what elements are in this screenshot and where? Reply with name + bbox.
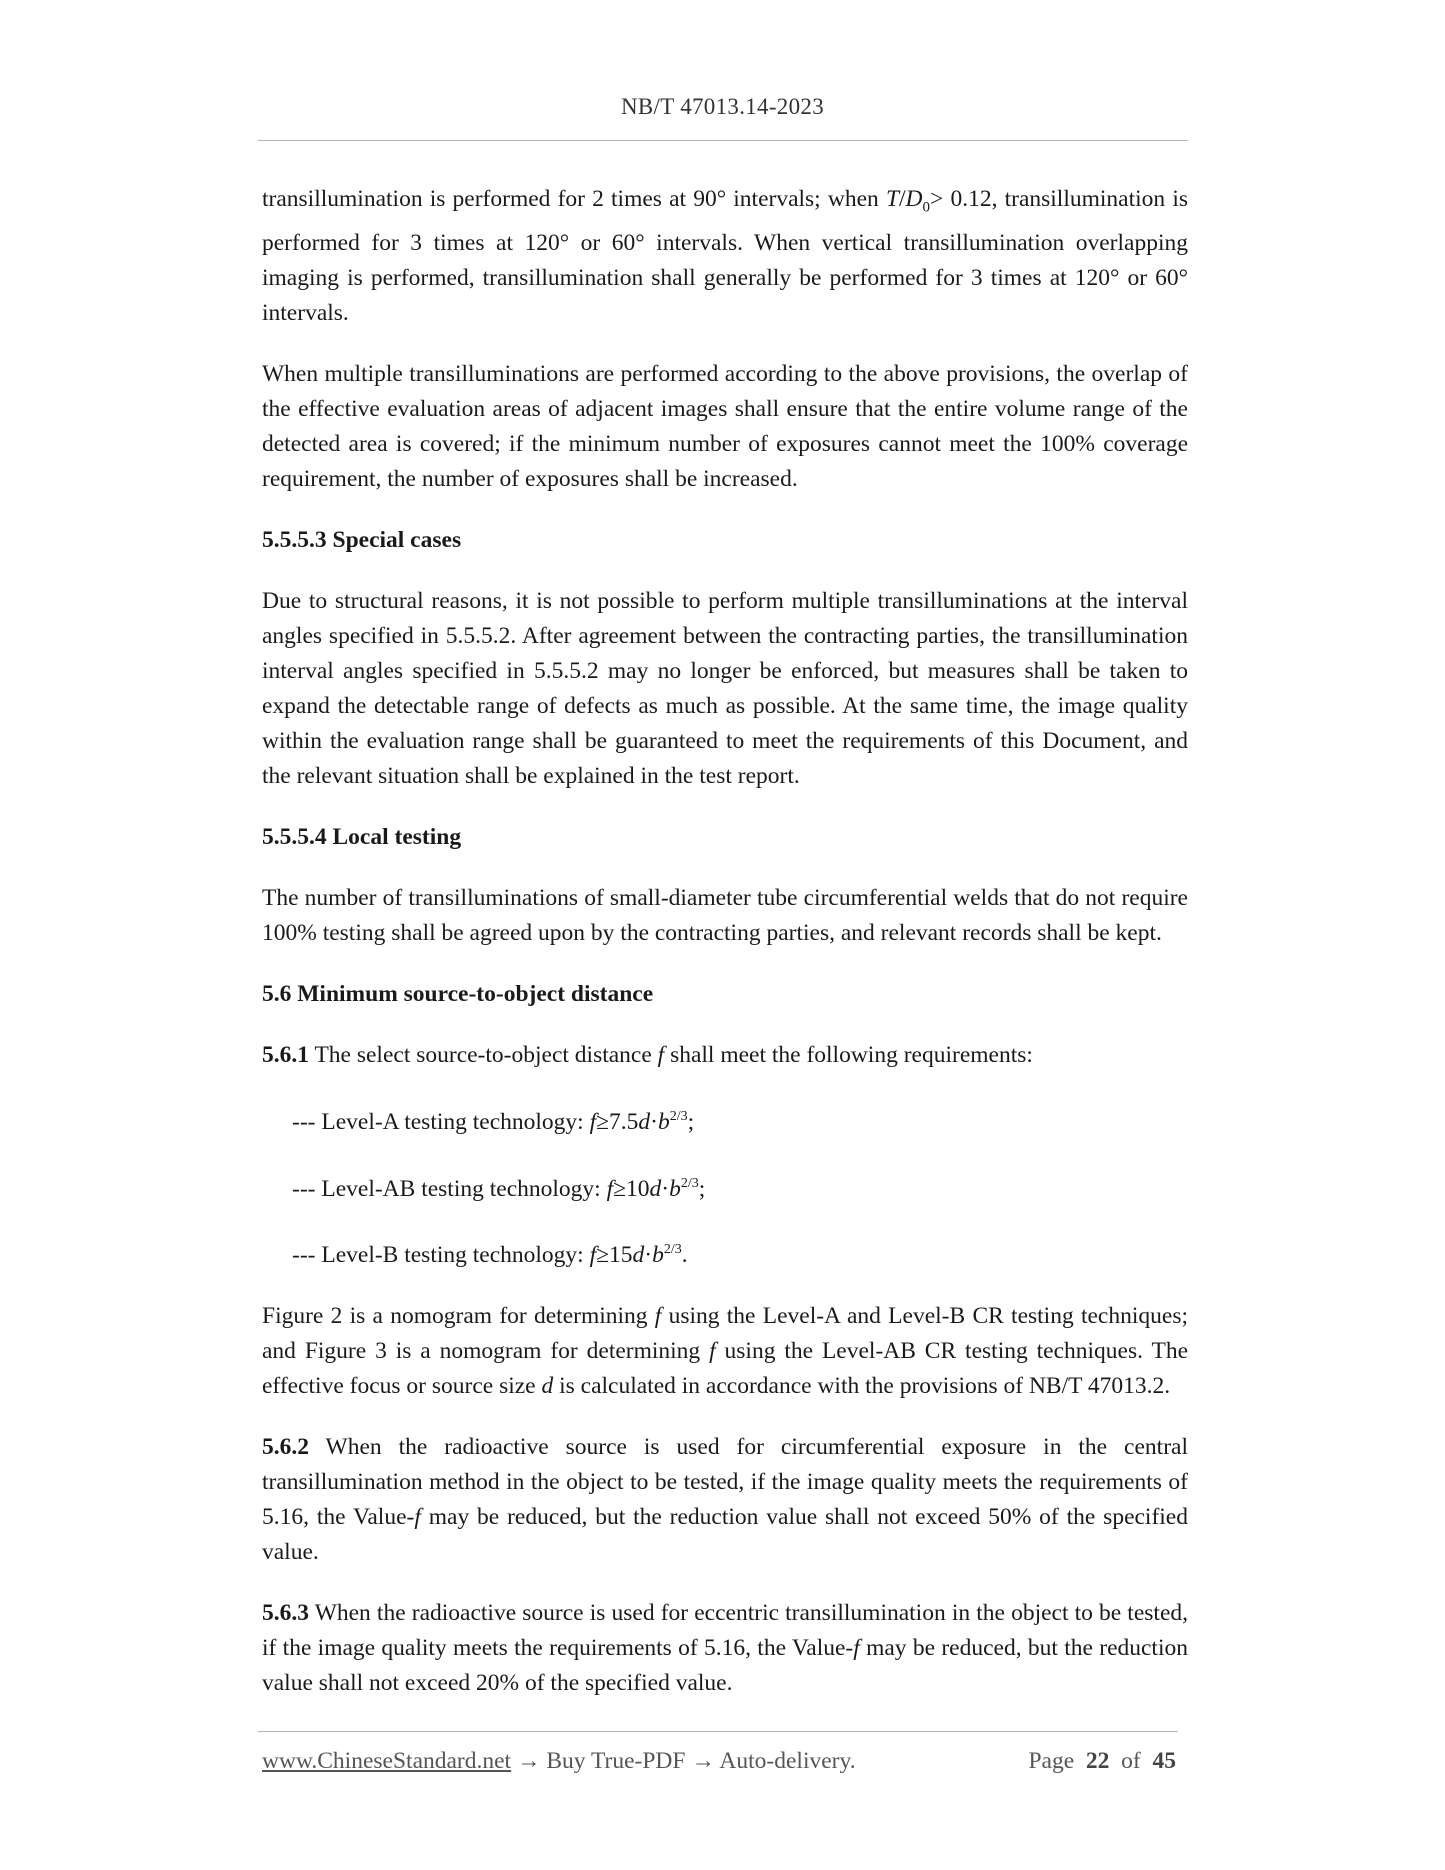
footer-divider: [258, 1731, 1178, 1732]
paragraph-5-6-3: 5.6.3 When the radioactive source is used for eccentric transillumination in the object to be tested, if the image quality meets the requirements of 5.16, the Value-f may be reduced, but the reduction value shall not exceed 20% of the specified value.: [262, 1600, 1188, 1697]
list-item-level-a: --- Level-A testing technology: $f\ge 7.5d\cdot b^{2/3}$;: [292, 1108, 695, 1135]
page-number: Page 22 of 45: [1028, 1748, 1176, 1774]
paragraph-local-testing: The number of transilluminations of small-diameter tube circumferential welds that do not require 100% testing shall be agreed upon by the contracting parties, and relevant records shall be kept.: [262, 884, 1188, 946]
list-item-level-b: --- Level-B testing technology: $f\ge 15d\cdot b^{2/3}$.: [292, 1242, 688, 1269]
current-page-number: 22: [1085, 1748, 1110, 1774]
header-divider: [258, 140, 1188, 141]
buy-true-pdf-text: Buy True-PDF: [546, 1748, 686, 1774]
heading-5-5-5-3: 5.5.5.3 Special cases: [262, 526, 462, 553]
arrow-icon: →: [685, 1748, 720, 1774]
paragraph-special-cases: Due to structural reasons, it is not possible to perform multiple transilluminations at the interval angles specified in 5.5.5.2. After agreement between the contracting parties, the transillumination interval angles specified in 5.5.5.2 may no longer be enforced, but measures shall be taken to expand the detectable range of defects as much as possible. At the same time, the image quality within the evaluation range shall be guaranteed to meet the requirements of this Document, and the relevant situation shall be explained in the test report.: [262, 587, 1188, 789]
total-pages-number: 45: [1152, 1748, 1176, 1774]
footer-promo: [262, 1748, 856, 1775]
list-item-level-ab: --- Level-AB testing technology: $f\ge 10d\cdot b^{2/3}$;: [292, 1175, 706, 1202]
auto-delivery-text: Auto-delivery.: [719, 1748, 856, 1774]
heading-5-5-5-4: 5.5.5.4 Local testing: [262, 823, 462, 850]
paragraph-5-6-2: 5.6.2 When the radioactive source is used for circumferential exposure in the central transillumination method in the object to be tested, if the image quality meets the requirements of 5.16, the Value-f may be reduced, but the reduction value shall not exceed 50% of the specified value.: [262, 1434, 1188, 1566]
heading-5-6: 5.6 Minimum source-to-object distance: [262, 980, 654, 1007]
arrow-icon: →: [511, 1748, 547, 1774]
page-header-title: NB/T 47013.14-2023: [620, 94, 825, 119]
paragraph-multiple-transilluminations: When multiple transilluminations are performed according to the above provisions, the overlap of the effective evaluation areas of adjacent images shall ensure that the entire volume range of the detected area is covered; if the minimum number of exposures cannot meet the 100% coverage requirement, the number of exposures shall be increased.: [262, 360, 1188, 492]
paragraph-nomogram: Figure 2 is a nomogram for determining f using the Level-A and Level-B CR testing techniques; and Figure 3 is a nomogram for determining f using the Level-AB CR testing techniques. The effective focus or source size d is calculated in accordance with the provisions of NB/T 47013.2.: [262, 1303, 1188, 1400]
paragraph-5-6-1: 5.6.1 The select source-to-object distance f shall meet the following requirements:: [262, 1041, 1033, 1068]
chinesestandard-link[interactable]: www.ChineseStandard.net: [262, 1748, 512, 1774]
document-body: [262, 182, 1188, 1727]
paragraph-transillumination-intervals: transillumination is performed for 2 times at 90° intervals; when $T/D_0> 0.12$, transillumination is performed for 3 times at 120° or 60° intervals. When vertical transillumination overlapping imaging is performed, transillumination shall generally be performed for 3 times at 120° or 60° intervals.: [262, 186, 1188, 326]
